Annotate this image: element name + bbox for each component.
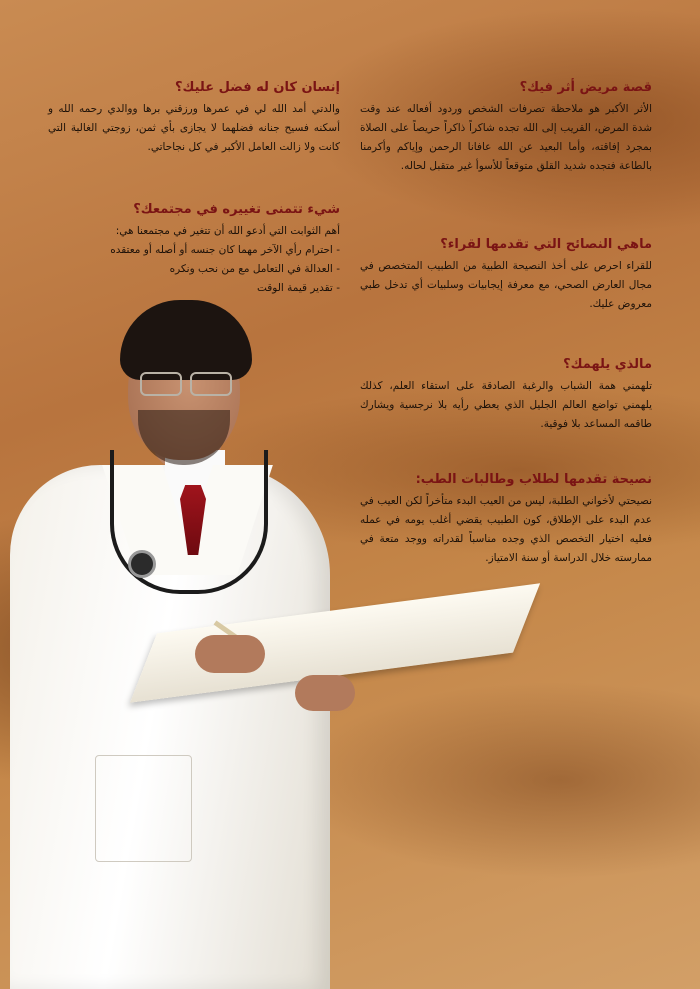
section-title: شيء تتمنى تغييره في مجتمعك؟ [133,202,340,217]
list-item: - العدالة في التعامل مع من نحب ونكره [48,260,340,279]
hair [120,300,252,380]
section-inspiration [360,355,652,434]
section-advice-students [360,470,652,568]
coat-pocket [95,755,192,862]
section-title: نصيحة تقدمها لطلاب وطالبات الطب: [415,472,652,487]
list-item: - احترام رأي الآخر مهما كان جنسه أو أصله أو معتقده [48,241,340,260]
section-patient-story [360,78,652,176]
section-title: قصة مريض أثر فيك؟ [519,80,652,95]
stethoscope-chestpiece [128,550,156,578]
section-body: للقراء احرص على أخذ النصيحة الطبية من الطبيب المتخصص في مجال العارض الصحي، مع معرفة إيجابيات وسلبيات أي تدخل طبي معروض عليك. [360,260,652,310]
section-advice-readers [360,235,652,314]
section-title: ماهي النصائح التي تقدمها لقراء؟ [440,237,652,252]
section-title: مالذي يلهمك؟ [563,357,652,372]
section-wish-change [48,200,340,298]
hand-writing [195,635,265,673]
section-intro: أهم الثوابت التي أدعو الله أن تتغير في مجتمعنا هي: [115,225,340,237]
section-title: إنسان كان له فضل عليك؟ [174,80,340,95]
section-person-credit [48,78,340,157]
list-item: - تقدير قيمة الوقت [48,279,340,298]
section-body: الأثر الأكبر هو ملاحظة تصرفات الشخص وردود أفعاله عند وقت شدة المرض، القريب إلى الله تجده شاكراً ذاكراً حريصاً على الصلاة بمجرد إفاقته، وأما البعيد عن الله عافانا الرحمن وإياكم وأكرمنا بالطاعة فتجده شديد القلق متوقعاً للأسوأ غير متقبل لحاله. [360,103,652,172]
glasses [140,372,232,394]
section-body: نصيحتي لأخواني الطلبة، ليس من العيب البدء متأخراً لكن العيب في عدم البدء على الإطلاق، كون الطبيب يقضي أغلب يومه في عمله فعليه اختيار التخصص الذي وجده مناسباً لقدراته ووجد متعة في ممارسته خلال الدراسة أو سنة الامتياز. [360,495,652,564]
section-body: تلهمني همة الشباب والرغبة الصادقة على استقاء العلم، كذلك يلهمني تواضع العالم الجليل الذي يعطي رأيه بلا نرجسية ويشارك طاقمه المساعد بلا فوقية. [360,380,652,430]
doctor-photo [0,290,380,989]
hand-holding [295,675,355,711]
wish-list [48,241,340,298]
section-body: والدتي أمد الله لي في عمرها ورزقني برها ووالدي رحمه الله و أسكنه فسيح جنانه فضلهما لا يجازى بأي ثمن، زوجتي الغالية التي كانت ولا زالت العامل الأكبر في كل نجاحاتي. [48,103,340,153]
